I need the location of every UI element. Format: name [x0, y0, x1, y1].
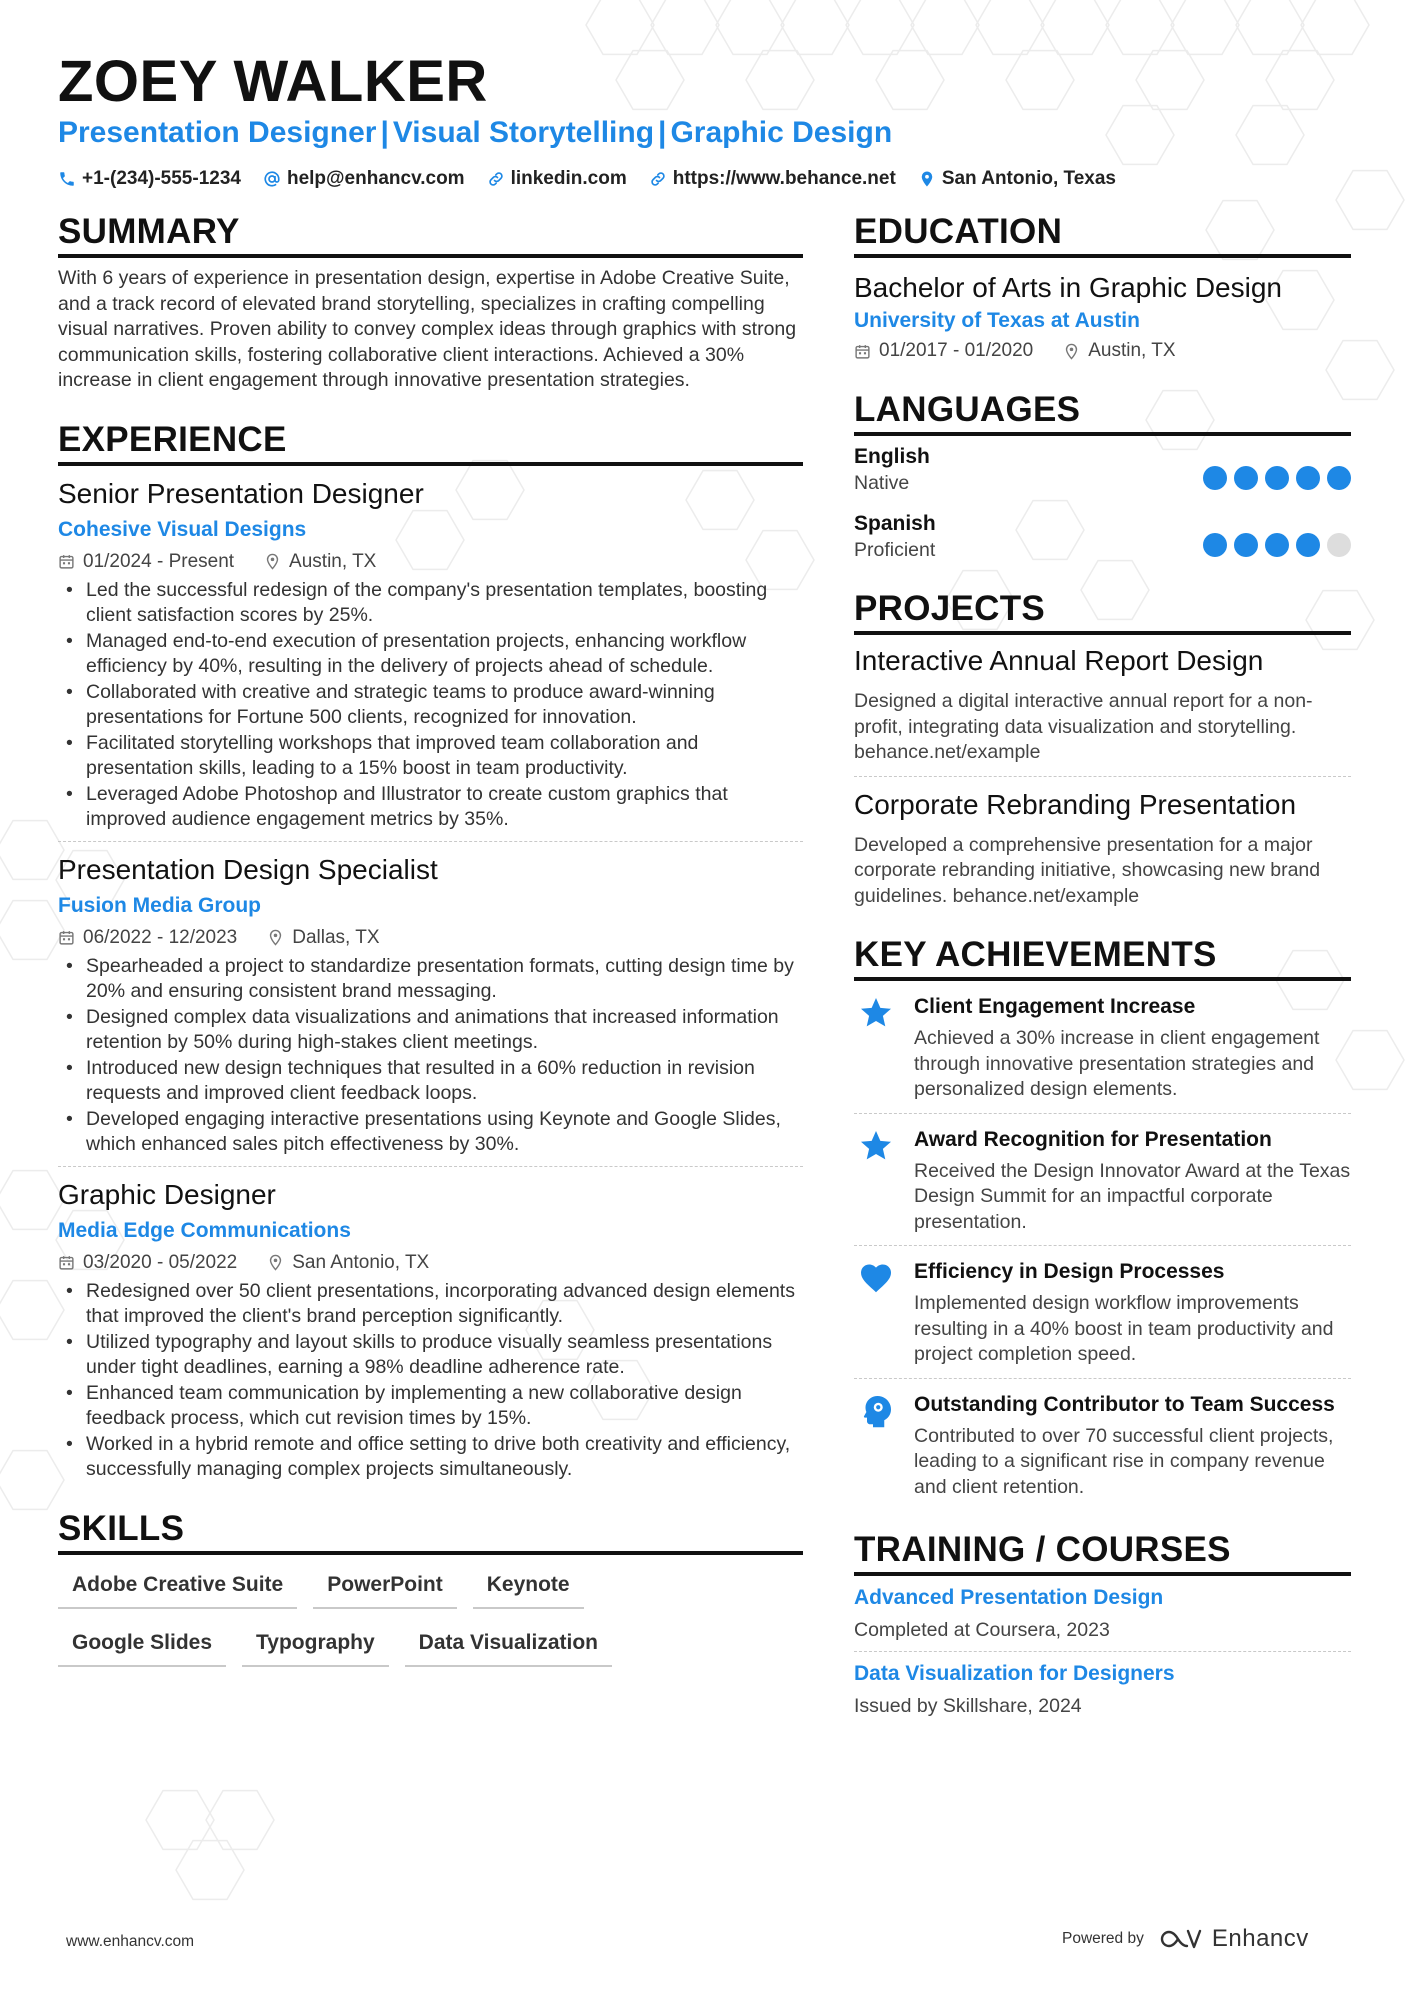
course-name: Advanced Presentation Design [854, 1586, 1164, 1609]
rating-dot-filled [1265, 533, 1289, 557]
achievements-heading: KEY ACHIEVEMENTS [854, 935, 1351, 981]
experience-section [58, 420, 803, 1483]
job-dates [58, 925, 237, 951]
job-location [267, 1250, 429, 1276]
school-name: University of Texas at Austin [854, 309, 1140, 332]
link-icon [649, 170, 667, 188]
email-text: help@enhancv.com [286, 168, 465, 189]
project-title: Interactive Annual Report Design [854, 645, 1264, 676]
headline-role-2: Visual Storytelling [392, 116, 655, 149]
achievements-section [854, 935, 1351, 1510]
link-icon [487, 170, 505, 188]
rating-dot-filled [1265, 466, 1289, 490]
candidate-name: ZOEY WALKER [58, 49, 488, 114]
contact-phone[interactable] [58, 168, 241, 190]
brand-name: Enhancv [1211, 1925, 1309, 1952]
rating-dot-filled [1234, 466, 1258, 490]
linkedin-text: linkedin.com [510, 168, 627, 189]
achievement-description: Implemented design workflow improvements resulting in a 40% boost in team productivity and project completion speed. [914, 1292, 1334, 1365]
education-location [1063, 340, 1175, 362]
skill-tag: Google Slides [58, 1623, 226, 1667]
education-dates [854, 340, 1033, 362]
job-entry [58, 841, 803, 1158]
training-section [854, 1530, 1351, 1727]
achievement-entry [854, 981, 1351, 1113]
bullet-item: • Developed engaging interactive presentations using Keynote and Google Slides, which enhanced sales pitch effectiveness by 30%. [58, 1107, 803, 1158]
achievement-icon-wrap [854, 993, 898, 1103]
head-brain-icon [858, 1393, 894, 1429]
achievement-title: Efficiency in Design Processes [914, 1260, 1225, 1283]
languages-heading: LANGUAGES [854, 390, 1351, 436]
course-name: Data Visualization for Designers [854, 1662, 1175, 1685]
calendar-icon [854, 343, 871, 360]
job-bullets [58, 1279, 803, 1483]
bullet-item: • Led the successful redesign of the company's presentation templates, boosting client satisfaction scores by 25%. [58, 578, 803, 629]
calendar-icon [58, 1254, 75, 1271]
education-dates-text: 01/2017 - 01/2020 [879, 340, 1034, 361]
enhancv-logo-icon [1158, 1927, 1204, 1951]
bullet-item: • Worked in a hybrid remote and office setting to drive both creativity and efficiency, successfully managing complex projects simultaneously. [58, 1432, 803, 1483]
training-heading: TRAINING / COURSES [854, 1530, 1351, 1576]
summary-text: With 6 years of experience in presentation design, expertise in Adobe Creative Suite, and a track record of elevated brand storytelling, specializes in crafting compelling visual narratives. Proven ability to convey complex ideas through graphics with strong communication skills, fostering collaborative client interactions. Achieved a 30% increase in client engagement through innovative presentation strategies. [58, 267, 797, 391]
achievement-description: Achieved a 30% increase in client engagement through innovative presentation strategies and personalized design elements. [914, 1027, 1320, 1100]
job-location-text: Dallas, TX [292, 926, 380, 948]
job-dates-text: 03/2020 - 05/2022 [83, 1251, 238, 1273]
job-bullets [58, 954, 803, 1158]
job-location [264, 549, 376, 575]
achievement-title: Client Engagement Increase [914, 995, 1196, 1018]
education-location-text: Austin, TX [1088, 340, 1176, 361]
location-pin-icon [267, 1254, 284, 1271]
bullet-item: • Utilized typography and layout skills to produce visually seamless presentations under tight deadlines, earning a 98% deadline adherence rate. [58, 1330, 803, 1381]
job-meta [58, 1250, 803, 1276]
job-location [267, 925, 379, 951]
language-rating [1203, 466, 1351, 490]
job-title: Senior Presentation Designer [58, 477, 424, 509]
language-entry [854, 511, 1351, 563]
skill-tag: Keynote [473, 1565, 584, 1609]
bullet-item: • Spearheaded a project to standardize presentation formats, cutting design time by 20% and ensuring consistent brand messaging. [58, 954, 803, 1005]
location-text: San Antonio, Texas [941, 168, 1117, 189]
location-pin-icon [264, 553, 281, 570]
calendar-icon [58, 929, 75, 946]
job-dates [58, 1250, 237, 1276]
course-detail: Issued by Skillshare, 2024 [854, 1695, 1082, 1717]
project-description: Designed a digital interactive annual report for a non-profit, integrating data visualization and storytelling. behance.net/example [854, 690, 1313, 763]
skill-tag: Typography [242, 1623, 389, 1667]
job-title: Graphic Designer [58, 1178, 276, 1210]
projects-section [854, 589, 1351, 919]
job-meta [58, 549, 803, 575]
skill-tag: Data Visualization [405, 1623, 612, 1667]
headline [58, 116, 892, 150]
skill-tag: PowerPoint [313, 1565, 457, 1609]
behance-text: https://www.behance.net [672, 168, 896, 189]
rating-dot-filled [1234, 533, 1258, 557]
bullet-item: • Enhanced team communication by implementing a new collaborative design feedback process, which cut revision times by 15%. [58, 1381, 803, 1432]
course-detail: Completed at Coursera, 2023 [854, 1619, 1110, 1641]
achievement-icon-wrap [854, 1258, 898, 1368]
company-name: Cohesive Visual Designs [58, 517, 307, 541]
achievement-icon-wrap [854, 1126, 898, 1236]
job-meta [58, 925, 803, 951]
project-entry [854, 776, 1351, 920]
job-location-text: Austin, TX [289, 550, 377, 572]
contact-email[interactable] [263, 168, 465, 190]
contact-location [918, 168, 1116, 190]
contact-bar [58, 168, 1116, 190]
rating-dot-filled [1203, 533, 1227, 557]
project-title: Corporate Rebranding Presentation [854, 788, 1297, 820]
skills-heading: SKILLS [58, 1509, 803, 1555]
skills-list [58, 1565, 708, 1667]
headline-role-1: Presentation Designer [58, 116, 377, 149]
location-pin-icon [918, 170, 936, 188]
brand-logo[interactable] [1158, 1925, 1309, 1953]
degree-title: Bachelor of Arts in Graphic Design [854, 272, 1282, 303]
education-heading: EDUCATION [854, 212, 1351, 258]
skills-section [58, 1509, 803, 1667]
right-column [854, 212, 1351, 1727]
achievement-entry [854, 1245, 1351, 1378]
project-entry [854, 635, 1351, 776]
bullet-item: • Redesigned over 50 client presentations, incorporating advanced design elements that improved the client's brand perception significantly. [58, 1279, 803, 1330]
bullet-item: • Managed end-to-end execution of presentation projects, enhancing workflow efficiency by 40%, resulting in the delivery of projects ahead of schedule. [58, 629, 803, 680]
company-name: Fusion Media Group [58, 893, 261, 917]
job-dates [58, 549, 234, 575]
footer-branding [1062, 1925, 1309, 1953]
contact-linkedin[interactable] [487, 168, 627, 190]
job-location-text: San Antonio, TX [292, 1251, 430, 1273]
languages-section [854, 390, 1351, 563]
job-entry [58, 466, 803, 833]
phone-text: +1-(234)-555-1234 [82, 168, 241, 189]
job-entry [58, 1166, 803, 1483]
headline-role-3: Graphic Design [670, 116, 893, 149]
achievement-title: Outstanding Contributor to Team Success [914, 1392, 1335, 1416]
star-icon [858, 995, 894, 1031]
achievement-title: Award Recognition for Presentation [914, 1127, 1272, 1151]
summary-heading: SUMMARY [58, 212, 803, 258]
projects-heading: PROJECTS [854, 589, 1351, 635]
project-description: Developed a comprehensive presentation for a major corporate rebranding initiative, showcasing new brand guidelines. behance.net/example [854, 833, 1321, 907]
rating-dot-empty [1327, 533, 1351, 557]
phone-icon [58, 170, 76, 188]
at-icon [263, 170, 281, 188]
achievement-description: Contributed to over 70 successful client projects, leading to a significant rise in company revenue and client retention. [914, 1424, 1334, 1498]
job-dates-text: 01/2024 - Present [83, 550, 235, 572]
headline-separator: | [380, 116, 389, 149]
star-icon [858, 1128, 894, 1164]
language-level: Native [854, 472, 910, 494]
bullet-item: • Introduced new design techniques that resulted in a 60% reduction in revision requests and improved client feedback loops. [58, 1056, 803, 1107]
bullet-item: • Designed complex data visualizations and animations that increased information retention by 50% during high-stakes client meetings. [58, 1005, 803, 1056]
language-name: Spanish [854, 512, 936, 535]
language-rating [1203, 533, 1351, 557]
achievement-icon-wrap [854, 1391, 898, 1501]
achievement-entry [854, 1378, 1351, 1511]
job-dates-text: 06/2022 - 12/2023 [83, 926, 238, 948]
left-column [58, 212, 803, 1667]
rating-dot-filled [1203, 466, 1227, 490]
rating-dot-filled [1296, 533, 1320, 557]
job-title: Presentation Design Specialist [58, 853, 438, 885]
footer-website[interactable]: www.enhancv.com [66, 1933, 195, 1950]
rating-dot-filled [1327, 466, 1351, 490]
language-level: Proficient [854, 539, 936, 561]
headline-separator: | [658, 116, 667, 149]
heart-icon [858, 1260, 894, 1296]
location-pin-icon [1063, 343, 1080, 360]
language-entry [854, 444, 1351, 496]
rating-dot-filled [1296, 466, 1320, 490]
experience-heading: EXPERIENCE [58, 420, 803, 466]
course-entry [854, 1651, 1351, 1727]
bullet-item: • Collaborated with creative and strategic teams to produce award-winning presentations for Fortune 500 clients, recognized for innovation. [58, 680, 803, 731]
course-entry [854, 1576, 1351, 1651]
summary-section [58, 212, 803, 394]
education-meta [854, 340, 1351, 362]
contact-behance[interactable] [649, 168, 896, 190]
achievement-description: Received the Design Innovator Award at the Texas Design Summit for an impactful corporate presentation. [914, 1159, 1351, 1233]
bullet-item: • Leveraged Adobe Photoshop and Illustrator to create custom graphics that improved audience engagement metrics by 35%. [58, 782, 803, 833]
bullet-item: • Facilitated storytelling workshops that improved team collaboration and presentation skills, leading to a 15% boost in team productivity. [58, 731, 803, 782]
location-pin-icon [267, 929, 284, 946]
powered-by-label: Powered by [1062, 1930, 1144, 1947]
skill-tag: Adobe Creative Suite [58, 1565, 297, 1609]
achievement-entry [854, 1113, 1351, 1246]
language-name: English [854, 445, 930, 468]
job-bullets [58, 578, 803, 833]
calendar-icon [58, 553, 75, 570]
company-name: Media Edge Communications [58, 1218, 351, 1242]
education-section [854, 212, 1351, 362]
